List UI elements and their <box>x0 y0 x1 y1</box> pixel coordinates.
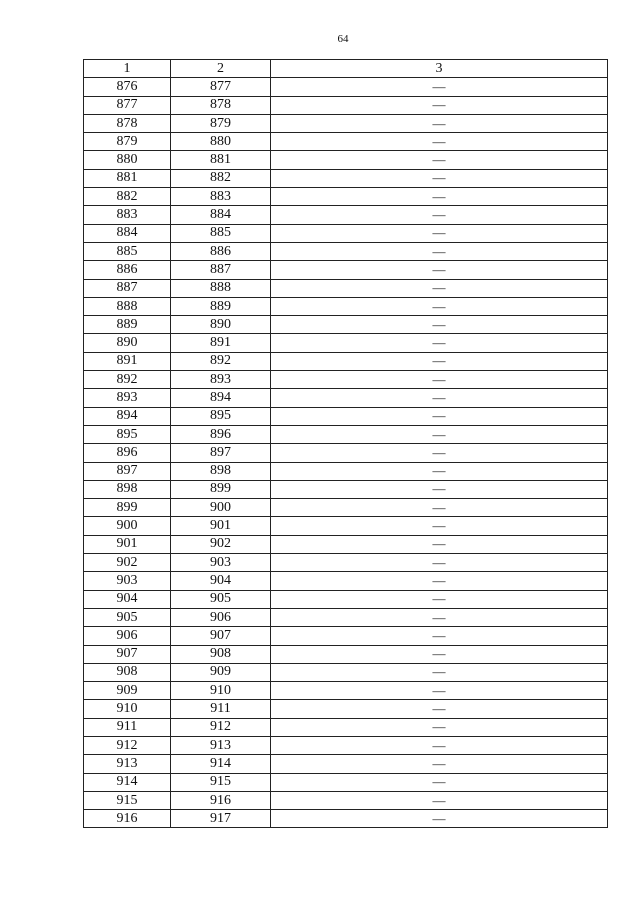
table-row <box>84 352 608 370</box>
table-cell-col-1: 904 <box>84 590 171 608</box>
table-row <box>84 645 608 663</box>
table-cell-col-1: 900 <box>84 517 171 535</box>
table-cell-col-1: 890 <box>84 334 171 352</box>
table-cell-col-2: 882 <box>171 169 271 187</box>
table-cell-col-2: 915 <box>171 773 271 791</box>
table-cell-col-2: 879 <box>171 114 271 132</box>
table-cell-col-1: 906 <box>84 627 171 645</box>
column-header-1: 1 <box>84 60 171 78</box>
table-cell-col-3: — <box>271 627 608 645</box>
table-cell-col-3: — <box>271 736 608 754</box>
table-cell-col-2: 896 <box>171 425 271 443</box>
table-cell-col-2: 898 <box>171 462 271 480</box>
table-cell-col-1: 878 <box>84 114 171 132</box>
table-cell-col-1: 911 <box>84 718 171 736</box>
table-row <box>84 535 608 553</box>
table-row <box>84 480 608 498</box>
table-cell-col-3: — <box>271 462 608 480</box>
table-cell-col-3: — <box>271 499 608 517</box>
table-cell-col-2: 900 <box>171 499 271 517</box>
table-cell-col-3: — <box>271 682 608 700</box>
table-cell-col-3: — <box>271 206 608 224</box>
table-cell-col-3: — <box>271 224 608 242</box>
table-cell-col-1: 901 <box>84 535 171 553</box>
table-cell-col-2: 902 <box>171 535 271 553</box>
table-cell-col-2: 892 <box>171 352 271 370</box>
table-cell-col-2: 894 <box>171 389 271 407</box>
table-cell-col-1: 889 <box>84 316 171 334</box>
column-header-2: 2 <box>171 60 271 78</box>
table-cell-col-1: 909 <box>84 682 171 700</box>
table-row <box>84 206 608 224</box>
table-cell-col-1: 912 <box>84 736 171 754</box>
table-cell-col-3: — <box>271 425 608 443</box>
table-row <box>84 499 608 517</box>
table-cell-col-3: — <box>271 755 608 773</box>
table-cell-col-1: 884 <box>84 224 171 242</box>
table-row <box>84 608 608 626</box>
table-cell-col-3: — <box>271 114 608 132</box>
table-cell-col-2: 880 <box>171 133 271 151</box>
table-body <box>84 78 608 828</box>
table-row <box>84 224 608 242</box>
table-cell-col-1: 897 <box>84 462 171 480</box>
table-cell-col-3: — <box>271 517 608 535</box>
table-row <box>84 96 608 114</box>
table-cell-col-1: 896 <box>84 444 171 462</box>
table-cell-col-2: 916 <box>171 791 271 809</box>
table-row <box>84 169 608 187</box>
table-cell-col-3: — <box>271 188 608 206</box>
table-cell-col-3: — <box>271 554 608 572</box>
table-cell-col-3: — <box>271 133 608 151</box>
table-row <box>84 114 608 132</box>
table-cell-col-2: 891 <box>171 334 271 352</box>
table-cell-col-2: 901 <box>171 517 271 535</box>
table-cell-col-3: — <box>271 96 608 114</box>
table-cell-col-1: 887 <box>84 279 171 297</box>
table-cell-col-2: 895 <box>171 407 271 425</box>
table-cell-col-2: 906 <box>171 608 271 626</box>
table-row <box>84 389 608 407</box>
table-cell-col-3: — <box>271 334 608 352</box>
table-cell-col-3: — <box>271 279 608 297</box>
table-cell-col-1: 891 <box>84 352 171 370</box>
table-cell-col-1: 907 <box>84 645 171 663</box>
table-row <box>84 791 608 809</box>
table-cell-col-1: 880 <box>84 151 171 169</box>
table-cell-col-1: 893 <box>84 389 171 407</box>
table-cell-col-2: 907 <box>171 627 271 645</box>
table-cell-col-2: 886 <box>171 242 271 260</box>
table-row <box>84 297 608 315</box>
table-row <box>84 242 608 260</box>
table-cell-col-2: 913 <box>171 736 271 754</box>
table-row <box>84 371 608 389</box>
table-cell-col-3: — <box>271 791 608 809</box>
table-cell-col-1: 902 <box>84 554 171 572</box>
data-table <box>83 59 608 828</box>
table-cell-col-2: 911 <box>171 700 271 718</box>
table-row <box>84 682 608 700</box>
table-row <box>84 316 608 334</box>
table-cell-col-3: — <box>271 151 608 169</box>
table-cell-col-2: 877 <box>171 78 271 96</box>
table-cell-col-2: 903 <box>171 554 271 572</box>
table-cell-col-3: — <box>271 645 608 663</box>
table-cell-col-2: 897 <box>171 444 271 462</box>
table-cell-col-1: 881 <box>84 169 171 187</box>
table-cell-col-3: — <box>271 261 608 279</box>
table-row <box>84 736 608 754</box>
table-row <box>84 407 608 425</box>
table-cell-col-1: 877 <box>84 96 171 114</box>
table-cell-col-3: — <box>271 371 608 389</box>
table-row <box>84 188 608 206</box>
table-cell-col-1: 888 <box>84 297 171 315</box>
table-row <box>84 133 608 151</box>
table-cell-col-3: — <box>271 169 608 187</box>
table-cell-col-3: — <box>271 389 608 407</box>
table-cell-col-3: — <box>271 773 608 791</box>
table-cell-col-3: — <box>271 590 608 608</box>
table-cell-col-1: 913 <box>84 755 171 773</box>
table-cell-col-1: 916 <box>84 810 171 828</box>
table-cell-col-3: — <box>271 608 608 626</box>
table-cell-col-2: 912 <box>171 718 271 736</box>
table-cell-col-3: — <box>271 444 608 462</box>
table-row <box>84 554 608 572</box>
table-row <box>84 572 608 590</box>
table-row <box>84 773 608 791</box>
table-cell-col-3: — <box>271 407 608 425</box>
table-cell-col-1: 908 <box>84 663 171 681</box>
table-cell-col-2: 878 <box>171 96 271 114</box>
table-row <box>84 810 608 828</box>
table-cell-col-1: 894 <box>84 407 171 425</box>
table-cell-col-3: — <box>271 297 608 315</box>
table-row <box>84 718 608 736</box>
table-cell-col-3: — <box>271 663 608 681</box>
table-cell-col-2: 889 <box>171 297 271 315</box>
table-cell-col-1: 905 <box>84 608 171 626</box>
table-cell-col-3: — <box>271 810 608 828</box>
table-cell-col-3: — <box>271 480 608 498</box>
table-row <box>84 151 608 169</box>
table-cell-col-3: — <box>271 572 608 590</box>
column-header-3: 3 <box>271 60 608 78</box>
table-row <box>84 755 608 773</box>
table-cell-col-3: — <box>271 352 608 370</box>
table-cell-col-3: — <box>271 78 608 96</box>
table-cell-col-2: 910 <box>171 682 271 700</box>
table-row <box>84 261 608 279</box>
table-cell-col-2: 885 <box>171 224 271 242</box>
table-header-row <box>84 60 608 78</box>
table-cell-col-1: 910 <box>84 700 171 718</box>
table-row <box>84 444 608 462</box>
table-cell-col-2: 890 <box>171 316 271 334</box>
table-cell-col-3: — <box>271 316 608 334</box>
table-cell-col-2: 914 <box>171 755 271 773</box>
table-row <box>84 517 608 535</box>
table-cell-col-1: 914 <box>84 773 171 791</box>
table-cell-col-3: — <box>271 718 608 736</box>
table-cell-col-1: 876 <box>84 78 171 96</box>
table-cell-col-2: 908 <box>171 645 271 663</box>
table-cell-col-2: 893 <box>171 371 271 389</box>
table-cell-col-1: 883 <box>84 206 171 224</box>
table-cell-col-2: 881 <box>171 151 271 169</box>
table-cell-col-1: 895 <box>84 425 171 443</box>
page-number: 64 <box>337 33 349 45</box>
table-cell-col-3: — <box>271 535 608 553</box>
table-row <box>84 700 608 718</box>
table-cell-col-2: 917 <box>171 810 271 828</box>
table-cell-col-1: 899 <box>84 499 171 517</box>
table-row <box>84 590 608 608</box>
table-cell-col-2: 899 <box>171 480 271 498</box>
table-cell-col-1: 898 <box>84 480 171 498</box>
table-row <box>84 663 608 681</box>
table-cell-col-2: 884 <box>171 206 271 224</box>
table-cell-col-2: 888 <box>171 279 271 297</box>
table-row <box>84 279 608 297</box>
table-cell-col-1: 903 <box>84 572 171 590</box>
table-cell-col-2: 905 <box>171 590 271 608</box>
table-cell-col-2: 904 <box>171 572 271 590</box>
table-cell-col-1: 885 <box>84 242 171 260</box>
table-cell-col-1: 879 <box>84 133 171 151</box>
table-row <box>84 78 608 96</box>
table-cell-col-2: 887 <box>171 261 271 279</box>
table-cell-col-1: 886 <box>84 261 171 279</box>
table-cell-col-2: 883 <box>171 188 271 206</box>
table-cell-col-1: 892 <box>84 371 171 389</box>
table-row <box>84 334 608 352</box>
table-cell-col-3: — <box>271 242 608 260</box>
table-cell-col-1: 882 <box>84 188 171 206</box>
table-row <box>84 462 608 480</box>
table-row <box>84 425 608 443</box>
table-cell-col-1: 915 <box>84 791 171 809</box>
table-row <box>84 627 608 645</box>
table-cell-col-2: 909 <box>171 663 271 681</box>
table-cell-col-3: — <box>271 700 608 718</box>
